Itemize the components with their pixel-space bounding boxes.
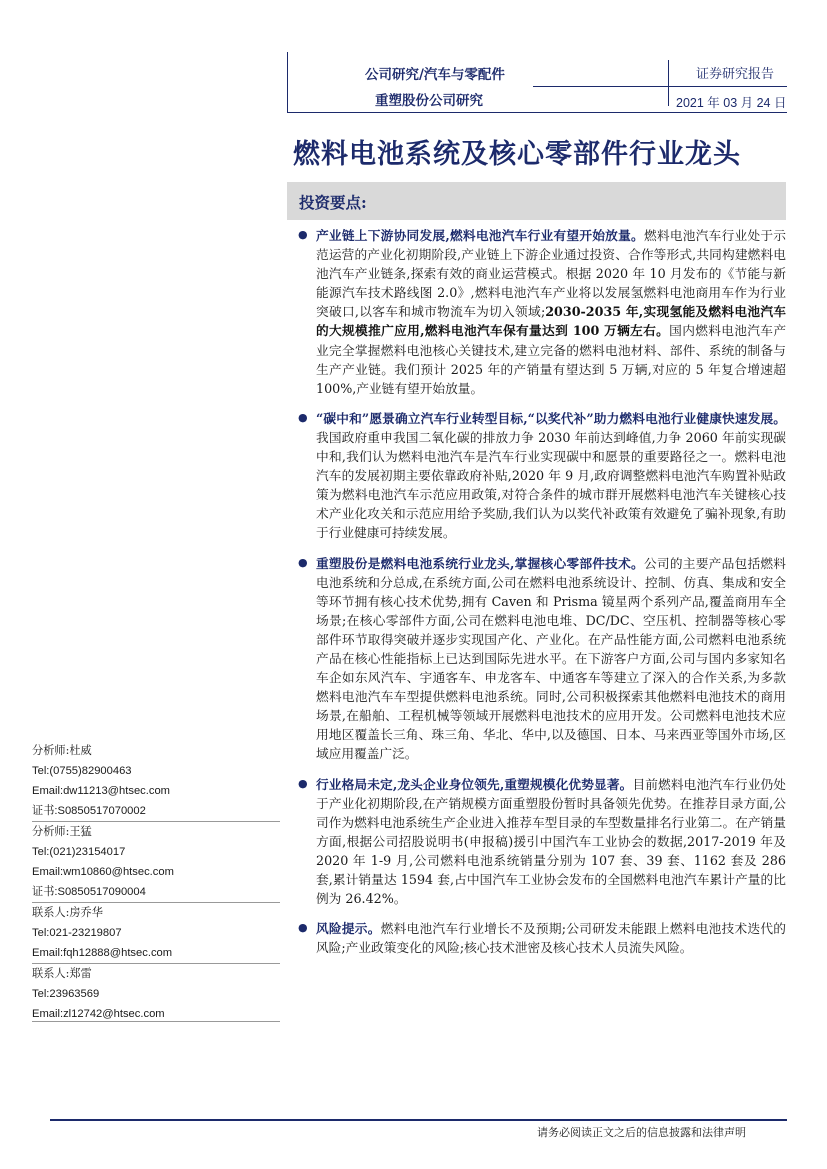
page-title: 燃料电池系统及核心零部件行业龙头: [293, 139, 741, 170]
bullet-dot-icon: ●: [298, 555, 308, 569]
bullet-text: [316, 775, 786, 909]
header-date: 2021 年 03 月 24 日: [676, 96, 787, 110]
analyst-contacts: [32, 741, 280, 1024]
contact-name: 联系人:郑雷: [32, 967, 92, 980]
bullet-body: 燃料电池汽车行业增长不及预期;公司研发未能跟上燃料电池技术迭代的风险;产业政策变化的风险;核心技术泄密及核心技术人员流失风险。: [316, 921, 786, 956]
bullet-text: [316, 226, 786, 398]
contact-name: 联系人:房乔华: [32, 906, 103, 919]
header-report-type: 证券研究报告: [696, 67, 775, 82]
contacts-bottom-rule: [32, 1021, 280, 1022]
contact-email[interactable]: Email:dw11213@htsec.com: [32, 785, 171, 797]
contact-tel: Tel:(021)23154017: [32, 846, 126, 858]
contact-name: 分析师:杜威: [32, 744, 92, 757]
bullet-text: [316, 554, 786, 764]
header-mid-rule: [533, 86, 787, 87]
bullet-item: [298, 409, 786, 543]
bullet-item: [298, 554, 786, 764]
bullet-body: 我国政府重申我国二氧化碳的排放力争 2030 年前达到峰值,力争 2060 年前实现碳中和,我们认为燃料电池汽车是汽车行业实现碳中和愿景的重要路径之一。燃料电池汽车的发展初期主要依靠政府补贴,2020 年 9 月,政府调整燃料电池汽车购置补贴政策为燃料电池汽车示范应用政策,对符合条件的城市群开展燃料电池汽车关键核心技术产业化攻关和示范应用给予奖励,我们认为以奖代补政策有效避免了骗补现象,有助于行业健康可持续发展。: [316, 429, 786, 541]
bullet-lead: “碳中和”愿景确立汽车行业转型目标,“以奖代补”助力燃料电池行业健康快速发展。: [316, 410, 786, 426]
bullet-lead: 行业格局未定,龙头企业身位领先,重塑规模化优势显著。: [316, 776, 633, 792]
bullet-text: [316, 919, 786, 957]
bullet-dot-icon: ●: [298, 776, 308, 790]
section-header: [287, 182, 786, 220]
contact-email[interactable]: Email:wm10860@htsec.com: [32, 866, 174, 878]
contact-tel: Tel:23963569: [32, 988, 100, 1000]
bullet-item: [298, 226, 786, 398]
contact-email[interactable]: Email:fqh12888@htsec.com: [32, 947, 173, 959]
bullet-dot-icon: ●: [298, 228, 308, 241]
bullet-lead: 产业链上下游协同发展,燃料电池汽车行业有望开始放量。: [316, 228, 644, 243]
bullet-item: [298, 919, 786, 957]
header-company-research: 重塑股份公司研究: [375, 93, 483, 109]
bullet-emphasis: 2030-2035 年,实现氢能及燃料电池汽车的大规模推广应用,燃料电池汽车保有量达到 100 万辆左右。: [316, 304, 786, 339]
footer-rule: [50, 1119, 787, 1121]
bullet-dot-icon: ●: [298, 921, 308, 935]
contact-name: 分析师:王猛: [32, 825, 92, 838]
section-title: 投资要点:: [299, 193, 367, 212]
bullet-body: 燃料电池汽车行业处于示范运营的产业化初期阶段,产业链上下游企业通过投资、合作等形式,共同构建燃料电池汽车产业链条,探索有效的商业运营模式。根据 2020 年 10 月发布的《节能与新能源汽车技术路线图 2.0》,燃料电池汽车产业将以发展氢燃料电池商用车作为行业突破口,以客车和城市物流车为切入领域;: [316, 228, 786, 320]
header-category: 公司研究/汽车与零配件: [365, 67, 505, 83]
bullet-item: [298, 775, 786, 909]
header-separator: [668, 60, 669, 106]
bullet-body: 公司的主要产品包括燃料电池系统和分总成,在系统方面,公司在燃料电池系统设计、控制、仿真、集成和安全等环节拥有核心技术优势,拥有 Caven 和 Prisma 镜星两个系列产品,覆盖商用车全场景;在核心零部件方面,公司在燃料电池电堆、DC/DC、空压机、控制器等核心零部件环节取得突破并逐步实现国产化、产业化。在产品性能方面,公司燃料电池系统产品在核心性能指标上已达到国际先进水平。在下游客户方面,公司与国内多家知名车企如东风汽车、宇通客车、申龙客车、中通客车等建立了深入的合作关系,为多款燃料电池汽车车型提供燃料电池系统。同时,公司积极探索其他燃料电池技术的商用场景,在船舶、工程机械等领域开展燃料电池技术的应用开发。公司燃料电池技术应用地区覆盖长三角、珠三角、华北、华中,以及德国、日本、马来西亚等国外市场,区域应用覆盖广泛。: [316, 555, 786, 762]
contact-cert: 证书:S0850517070002: [32, 805, 146, 817]
footer-disclaimer: 请务必阅读正文之后的信息披露和法律声明: [537, 1126, 746, 1139]
bullet-body: 目前燃料电池汽车行业仍处于产业化初期阶段,在产销规模方面重塑股份暂时具备领先优势。在推荐目录方面,公司作为燃料电池系统生产企业进入推荐车型目录的车型数量排名行业第二。在产销量方面,根据公司招股说明书(申报稿)援引中国汽车工业协会的数据,2017-2019 年及 2020 年 1-9 月,公司燃料电池系统销量分别为 107 套、39 套、1162 套及 286 套,累计销量达 1594 套,占中国汽车工业协会发布的全国燃料电池汽车累计产量的比例为 26.42%。: [316, 776, 786, 907]
bullet-text: [316, 409, 786, 543]
header-left-rule: [287, 52, 288, 112]
contact-tel: Tel:(0755)82900463: [32, 765, 132, 777]
contact-email[interactable]: Email:zl12742@htsec.com: [32, 1008, 165, 1020]
bullet-body-2: 国内燃料电池汽车产业完全掌握燃料电池核心关键技术,建立完备的燃料电池材料、部件、系统的制备与生产产业链。我们预计 2025 年的产销量有望达到 5 万辆,对应的 5 年复合增速超 100%,产业链有望开始放量。: [316, 323, 787, 396]
header-bottom-rule: [287, 112, 787, 113]
bullet-lead: 重塑股份是燃料电池系统行业龙头,掌握核心零部件技术。: [316, 555, 644, 571]
contact-cert: 证书:S0850517090004: [32, 886, 146, 898]
bullet-lead: 风险提示。: [316, 921, 381, 937]
bullet-dot-icon: ●: [298, 410, 308, 424]
investment-points: [298, 226, 786, 968]
contact-tel: Tel:021-23219807: [32, 927, 122, 939]
